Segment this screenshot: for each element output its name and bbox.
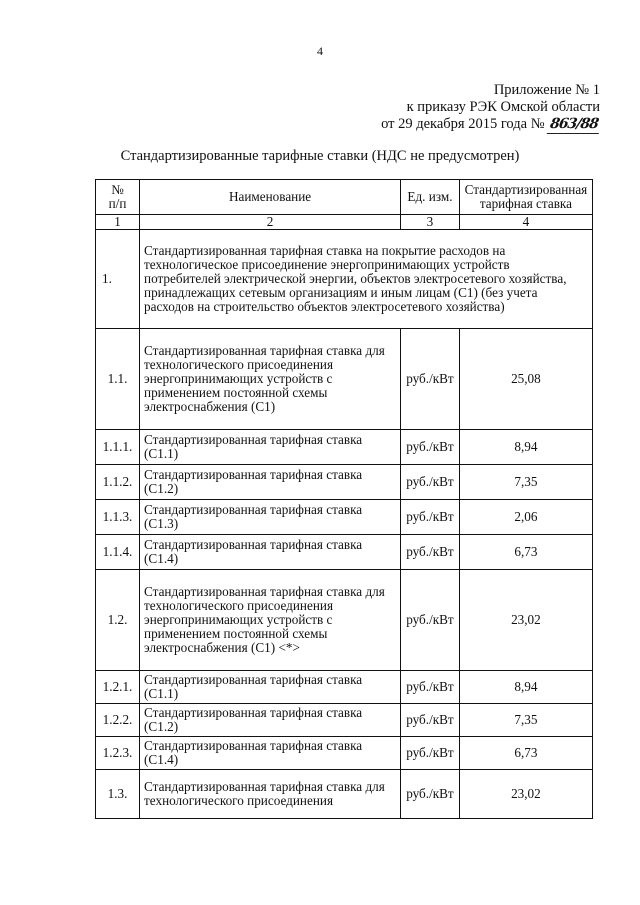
row-name: Стандартизированная тарифная ставка для технологического присоединения xyxy=(140,770,401,819)
row-rate: 25,08 xyxy=(459,329,592,430)
column-number: 1 xyxy=(96,215,140,230)
row-name: Стандартизированная тарифная ставка (С1.1) xyxy=(140,430,401,465)
row-name: Стандартизированная тарифная ставка (С1.2) xyxy=(140,704,401,737)
table-row xyxy=(96,535,593,570)
table-row xyxy=(96,737,593,770)
header-name: Наименование xyxy=(140,180,401,215)
appendix-order-ref: к приказу РЭК Омской области xyxy=(406,99,600,115)
document-title: Стандартизированные тарифные ставки (НДС не предусмотрен) xyxy=(120,148,520,164)
table-header-row xyxy=(96,180,593,215)
row-number: 1. xyxy=(96,230,140,329)
row-number: 1.1.4. xyxy=(96,535,140,570)
row-number: 1.3. xyxy=(96,770,140,819)
table-row xyxy=(96,671,593,704)
row-rate: 7,35 xyxy=(459,704,592,737)
table-row xyxy=(96,704,593,737)
column-number: 2 xyxy=(140,215,401,230)
header-rate: Стандартизированная тарифная ставка xyxy=(459,180,592,215)
row-unit: руб./кВт xyxy=(401,500,460,535)
row-name: Стандартизированная тарифная ставка (С1.4) xyxy=(140,737,401,770)
row-rate: 6,73 xyxy=(459,737,592,770)
row-unit: руб./кВт xyxy=(401,704,460,737)
row-unit: руб./кВт xyxy=(401,535,460,570)
row-unit: руб./кВт xyxy=(401,329,460,430)
column-number: 3 xyxy=(401,215,460,230)
table-row xyxy=(96,430,593,465)
row-name: Стандартизированная тарифная ставка для технологического присоединения энергопринимающих устройств с применением постоянной схемы электроснабжения (С1) <*> xyxy=(140,570,401,671)
row-unit: руб./кВт xyxy=(401,671,460,704)
row-rate: 23,02 xyxy=(459,770,592,819)
row-rate: 8,94 xyxy=(459,671,592,704)
row-rate: 2,06 xyxy=(459,500,592,535)
row-rate: 7,35 xyxy=(459,465,592,500)
appendix-title: Приложение № 1 xyxy=(493,82,600,98)
row-number: 1.1.3. xyxy=(96,500,140,535)
row-number: 1.1. xyxy=(96,329,140,430)
order-date-text: от 29 декабря 2015 года № xyxy=(381,116,545,132)
row-rate: 6,73 xyxy=(459,535,592,570)
table-row xyxy=(96,770,593,819)
row-number: 1.1.1. xyxy=(96,430,140,465)
tariff-table xyxy=(95,179,593,819)
header-num: № п/п xyxy=(96,180,140,215)
row-number: 1.2.1. xyxy=(96,671,140,704)
table-row xyxy=(96,230,593,329)
row-name: Стандартизированная тарифная ставка на покрытие расходов на технологическое присоединение энергопринимающих устройств потребителей электрической энергии, объектов электросетевого хозяйства, принадлежащих сетевым организациям и иным лицам (С1) (без учета расходов на строительство объектов электросетевого хозяйства) xyxy=(140,230,593,329)
table-row xyxy=(96,570,593,671)
column-number-row xyxy=(96,215,593,230)
header-unit: Ед. изм. xyxy=(401,180,460,215)
appendix-header xyxy=(381,82,600,134)
page-number: 4 xyxy=(317,44,323,58)
row-unit: руб./кВт xyxy=(401,465,460,500)
table-row xyxy=(96,500,593,535)
handwritten-order-number: 863/88 xyxy=(547,116,601,134)
row-name: Стандартизированная тарифная ставка (С1.2) xyxy=(140,465,401,500)
row-number: 1.1.2. xyxy=(96,465,140,500)
row-name: Стандартизированная тарифная ставка (С1.3) xyxy=(140,500,401,535)
row-name: Стандартизированная тарифная ставка для технологического присоединения энергопринимающих устройств с применением постоянной схемы электроснабжения (С1) xyxy=(140,329,401,430)
column-number: 4 xyxy=(459,215,592,230)
row-unit: руб./кВт xyxy=(401,430,460,465)
row-number: 1.2.2. xyxy=(96,704,140,737)
row-name: Стандартизированная тарифная ставка (С1.1) xyxy=(140,671,401,704)
row-unit: руб./кВт xyxy=(401,570,460,671)
row-name: Стандартизированная тарифная ставка (С1.4) xyxy=(140,535,401,570)
row-number: 1.2.3. xyxy=(96,737,140,770)
row-rate: 8,94 xyxy=(459,430,592,465)
table-row xyxy=(96,465,593,500)
row-unit: руб./кВт xyxy=(401,770,460,819)
table-row xyxy=(96,329,593,430)
row-rate: 23,02 xyxy=(459,570,592,671)
appendix-order-date xyxy=(381,116,600,134)
row-number: 1.2. xyxy=(96,570,140,671)
row-unit: руб./кВт xyxy=(401,737,460,770)
